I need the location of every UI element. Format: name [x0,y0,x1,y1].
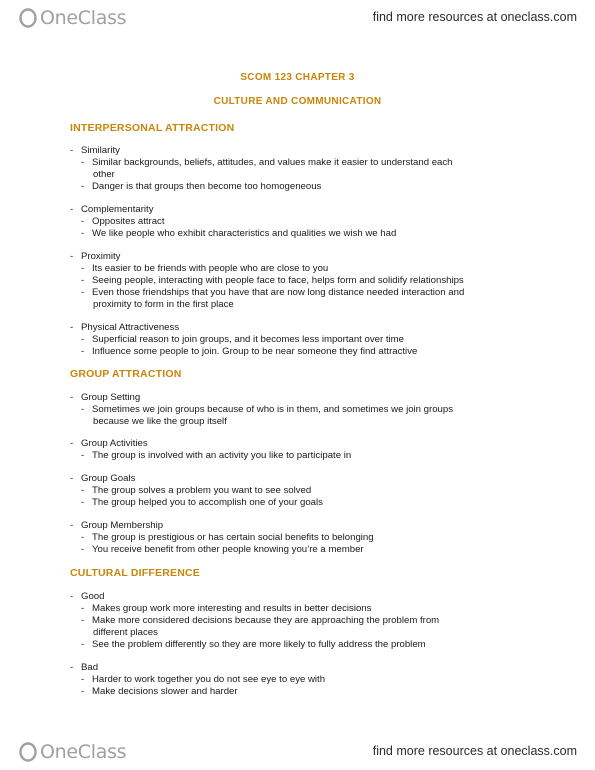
outline-point: - Harder to work together you do not see eye to eye with [81,674,326,685]
outline-point-continued: because we like the group itself [93,416,227,427]
outline-item: - Group Activities [70,438,148,449]
footer-tagline[interactable]: find more resources at oneclass.com [372,744,577,758]
outline-point: - Sometimes we join groups because of who is in them, and sometimes we join groups [81,404,454,415]
outline-point: - Superficial reason to join groups, and it becomes less important over time [81,334,404,345]
logo-text: OneClass [40,7,127,29]
oneclass-logo-icon [18,7,38,29]
section-heading: CULTURAL DIFFERENCE [70,567,200,579]
document-subtitle: CULTURE AND COMMUNICATION [213,96,382,107]
outline-point: - Makes group work more interesting and results in better decisions [81,603,372,614]
outline-point: - Make more considered decisions because they are approaching the problem from [81,615,440,626]
page-footer [0,734,595,770]
outline-point-continued: different places [93,627,158,638]
outline-point: - Opposites attract [81,216,165,227]
section-heading: GROUP ATTRACTION [70,368,182,380]
outline-item: - Good [70,591,105,602]
section-heading: INTERPERSONAL ATTRACTION [70,122,235,134]
document-title: SCOM 123 CHAPTER 3 [240,72,355,83]
outline-item: - Group Membership [70,520,164,531]
outline-point-continued: other [93,169,115,180]
outline-item: - Group Goals [70,473,136,484]
outline-point: - Influence some people to join. Group to be near someone they find attractive [81,346,418,357]
outline-point: - Similar backgrounds, beliefs, attitudes, and values make it easier to understand each [81,157,453,168]
outline-point: - You receive benefit from other people knowing you’re a member [81,544,364,555]
page-header [0,0,595,36]
oneclass-logo[interactable] [18,738,126,766]
outline-point: - The group helped you to accomplish one of your goals [81,497,323,508]
outline-item: - Complementarity [70,204,154,215]
header-tagline[interactable]: find more resources at oneclass.com [372,10,577,24]
logo-text: OneClass [40,741,127,763]
outline-point: - The group is prestigious or has certain social benefits to belonging [81,532,374,543]
oneclass-logo[interactable] [18,4,126,32]
outline-point: - Seeing people, interacting with people face to face, helps form and solidify relationships [81,275,464,286]
outline-point: - Danger is that groups then become too homogeneous [81,181,322,192]
outline-point: - The group is involved with an activity you like to participate in [81,450,352,461]
outline-item: - Bad [70,662,99,673]
outline-point-continued: proximity to form in the first place [93,299,234,310]
outline-point: - Its easier to be friends with people who are close to you [81,263,329,274]
outline-point: - See the problem differently so they are more likely to fully address the problem [81,639,426,650]
outline-point: - Even those friendships that you have that are now long distance needed interaction and [81,287,465,298]
outline-point: - The group solves a problem you want to see solved [81,485,312,496]
outline-item: - Proximity [70,251,121,262]
outline-item: - Physical Attractiveness [70,322,180,333]
outline-point: - We like people who exhibit characteristics and qualities we wish we had [81,228,397,239]
outline-item: - Group Setting [70,392,141,403]
outline-item: - Similarity [70,145,120,156]
oneclass-logo-icon [18,741,38,763]
outline-point: - Make decisions slower and harder [81,686,238,697]
